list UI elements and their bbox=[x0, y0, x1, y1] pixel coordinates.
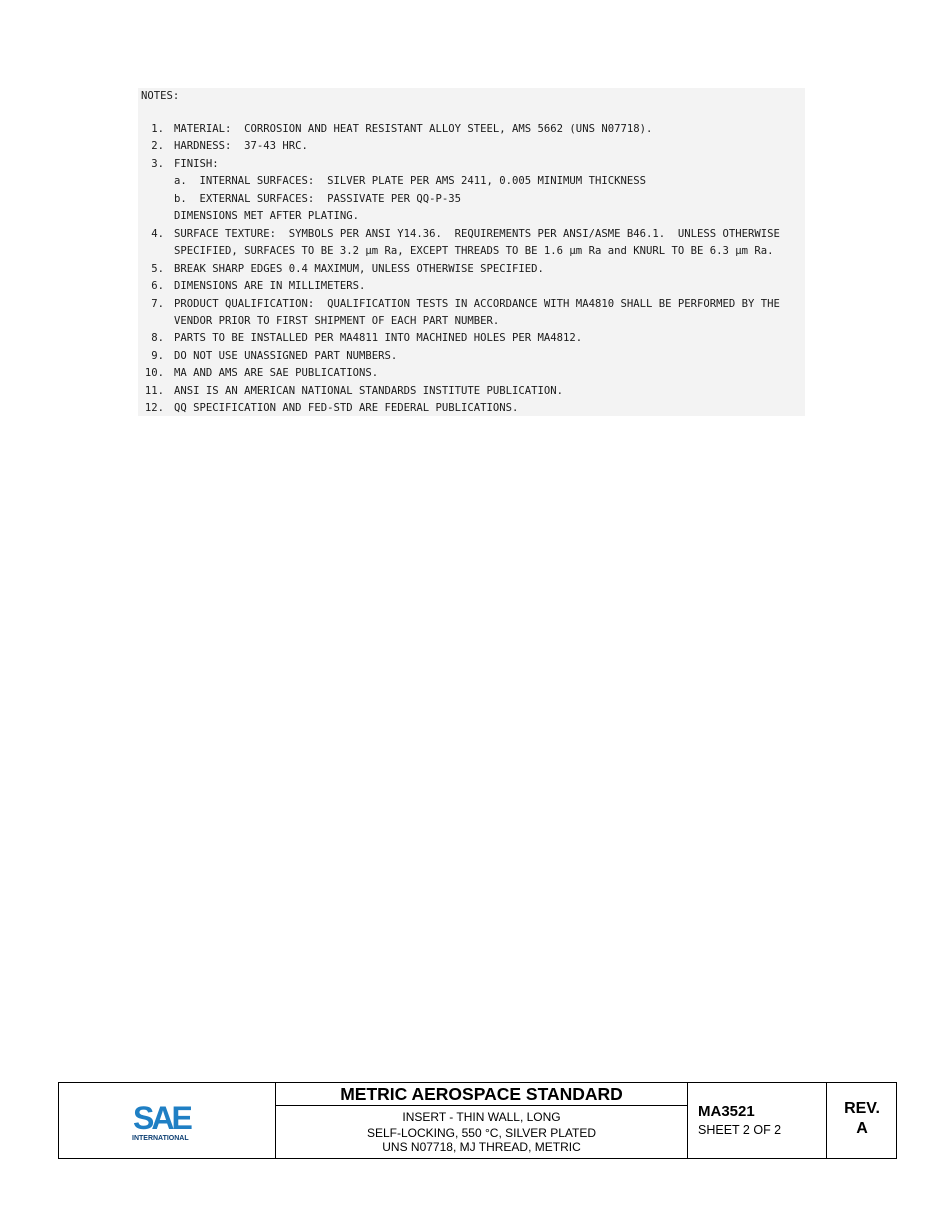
note-text: SPECIFIED, SURFACES TO BE 3.2 µm Ra, EXCEPT THREADS TO BE 1.6 µm Ra and KNURL TO BE 6.3 µm Ra. bbox=[174, 245, 774, 258]
note-number: 12. bbox=[144, 402, 164, 415]
revision-value: A bbox=[856, 1120, 868, 1137]
note-text: DO NOT USE UNASSIGNED PART NUMBERS. bbox=[174, 349, 398, 362]
note-number: 1. bbox=[151, 123, 164, 135]
revision-cell bbox=[827, 1083, 897, 1158]
note-text: BREAK SHARP EDGES 0.4 MAXIMUM, UNLESS OTHERWISE SPECIFIED. bbox=[174, 262, 544, 275]
revision-label: REV. bbox=[844, 1100, 880, 1117]
note-text: PARTS TO BE INSTALLED PER MA4811 INTO MACHINED HOLES PER MA4812. bbox=[174, 332, 583, 345]
note-text: DIMENSIONS ARE IN MILLIMETERS. bbox=[174, 280, 366, 293]
logo-letters: SAE bbox=[133, 1100, 190, 1136]
note-number: 8. bbox=[151, 332, 164, 345]
note-number: 2. bbox=[151, 140, 164, 153]
logo-subtext: INTERNATIONAL bbox=[132, 1135, 189, 1142]
note-text: PRODUCT QUALIFICATION: QUALIFICATION TESTS IN ACCORDANCE WITH MA4810 SHALL BE PERFORMED BY THE bbox=[174, 297, 780, 310]
notes-title: NOTES: bbox=[141, 90, 180, 102]
note-number: 9. bbox=[151, 349, 164, 362]
note-number: 6. bbox=[151, 280, 164, 293]
note-text: HARDNESS: 37-43 HRC. bbox=[174, 140, 308, 153]
sae-international-logo bbox=[131, 1100, 203, 1142]
notes-section bbox=[138, 88, 805, 416]
note-number: 10. bbox=[144, 367, 164, 380]
standard-title: METRIC AEROSPACE STANDARD bbox=[276, 1083, 687, 1106]
title-block bbox=[58, 1082, 897, 1159]
description-line-3: UNS N07718, MJ THREAD, METRIC bbox=[382, 1140, 581, 1154]
note-text: a. INTERNAL SURFACES: SILVER PLATE PER AMS 2411, 0.005 MINIMUM THICKNESS bbox=[174, 175, 646, 188]
note-text: DIMENSIONS MET AFTER PLATING. bbox=[174, 210, 359, 223]
logo-cell bbox=[59, 1083, 276, 1158]
note-text: VENDOR PRIOR TO FIRST SHIPMENT OF EACH PART NUMBER. bbox=[174, 314, 500, 327]
note-text: MATERIAL: CORROSION AND HEAT RESISTANT ALLOY STEEL, AMS 5662 (UNS N07718). bbox=[174, 123, 653, 135]
document-number-cell bbox=[688, 1083, 827, 1158]
description-line-2: SELF-LOCKING, 550 °C, SILVER PLATED bbox=[366, 1126, 597, 1140]
note-text: QQ SPECIFICATION AND FED-STD ARE FEDERAL PUBLICATIONS. bbox=[174, 402, 519, 415]
note-number: 7. bbox=[151, 297, 164, 310]
note-text: ANSI IS AN AMERICAN NATIONAL STANDARDS INSTITUTE PUBLICATION. bbox=[174, 384, 564, 397]
note-text: MA AND AMS ARE SAE PUBLICATIONS. bbox=[174, 367, 379, 380]
note-text: b. EXTERNAL SURFACES: PASSIVATE PER QQ-P-35 bbox=[174, 192, 462, 205]
note-text: FINISH: bbox=[174, 157, 219, 170]
description-line-1: INSERT - THIN WALL, LONG bbox=[402, 1110, 561, 1124]
note-number: 5. bbox=[151, 262, 164, 275]
document-number: MA3521 bbox=[698, 1103, 755, 1120]
note-number: 4. bbox=[151, 227, 164, 240]
note-number: 3. bbox=[151, 157, 164, 170]
note-text: SURFACE TEXTURE: SYMBOLS PER ANSI Y14.36. REQUIREMENTS PER ANSI/ASME B46.1. UNLESS OTHERWISE bbox=[174, 227, 780, 240]
note-number: 11. bbox=[144, 384, 164, 397]
title-cell bbox=[276, 1083, 688, 1158]
sheet-number: SHEET 2 OF 2 bbox=[698, 1123, 782, 1137]
